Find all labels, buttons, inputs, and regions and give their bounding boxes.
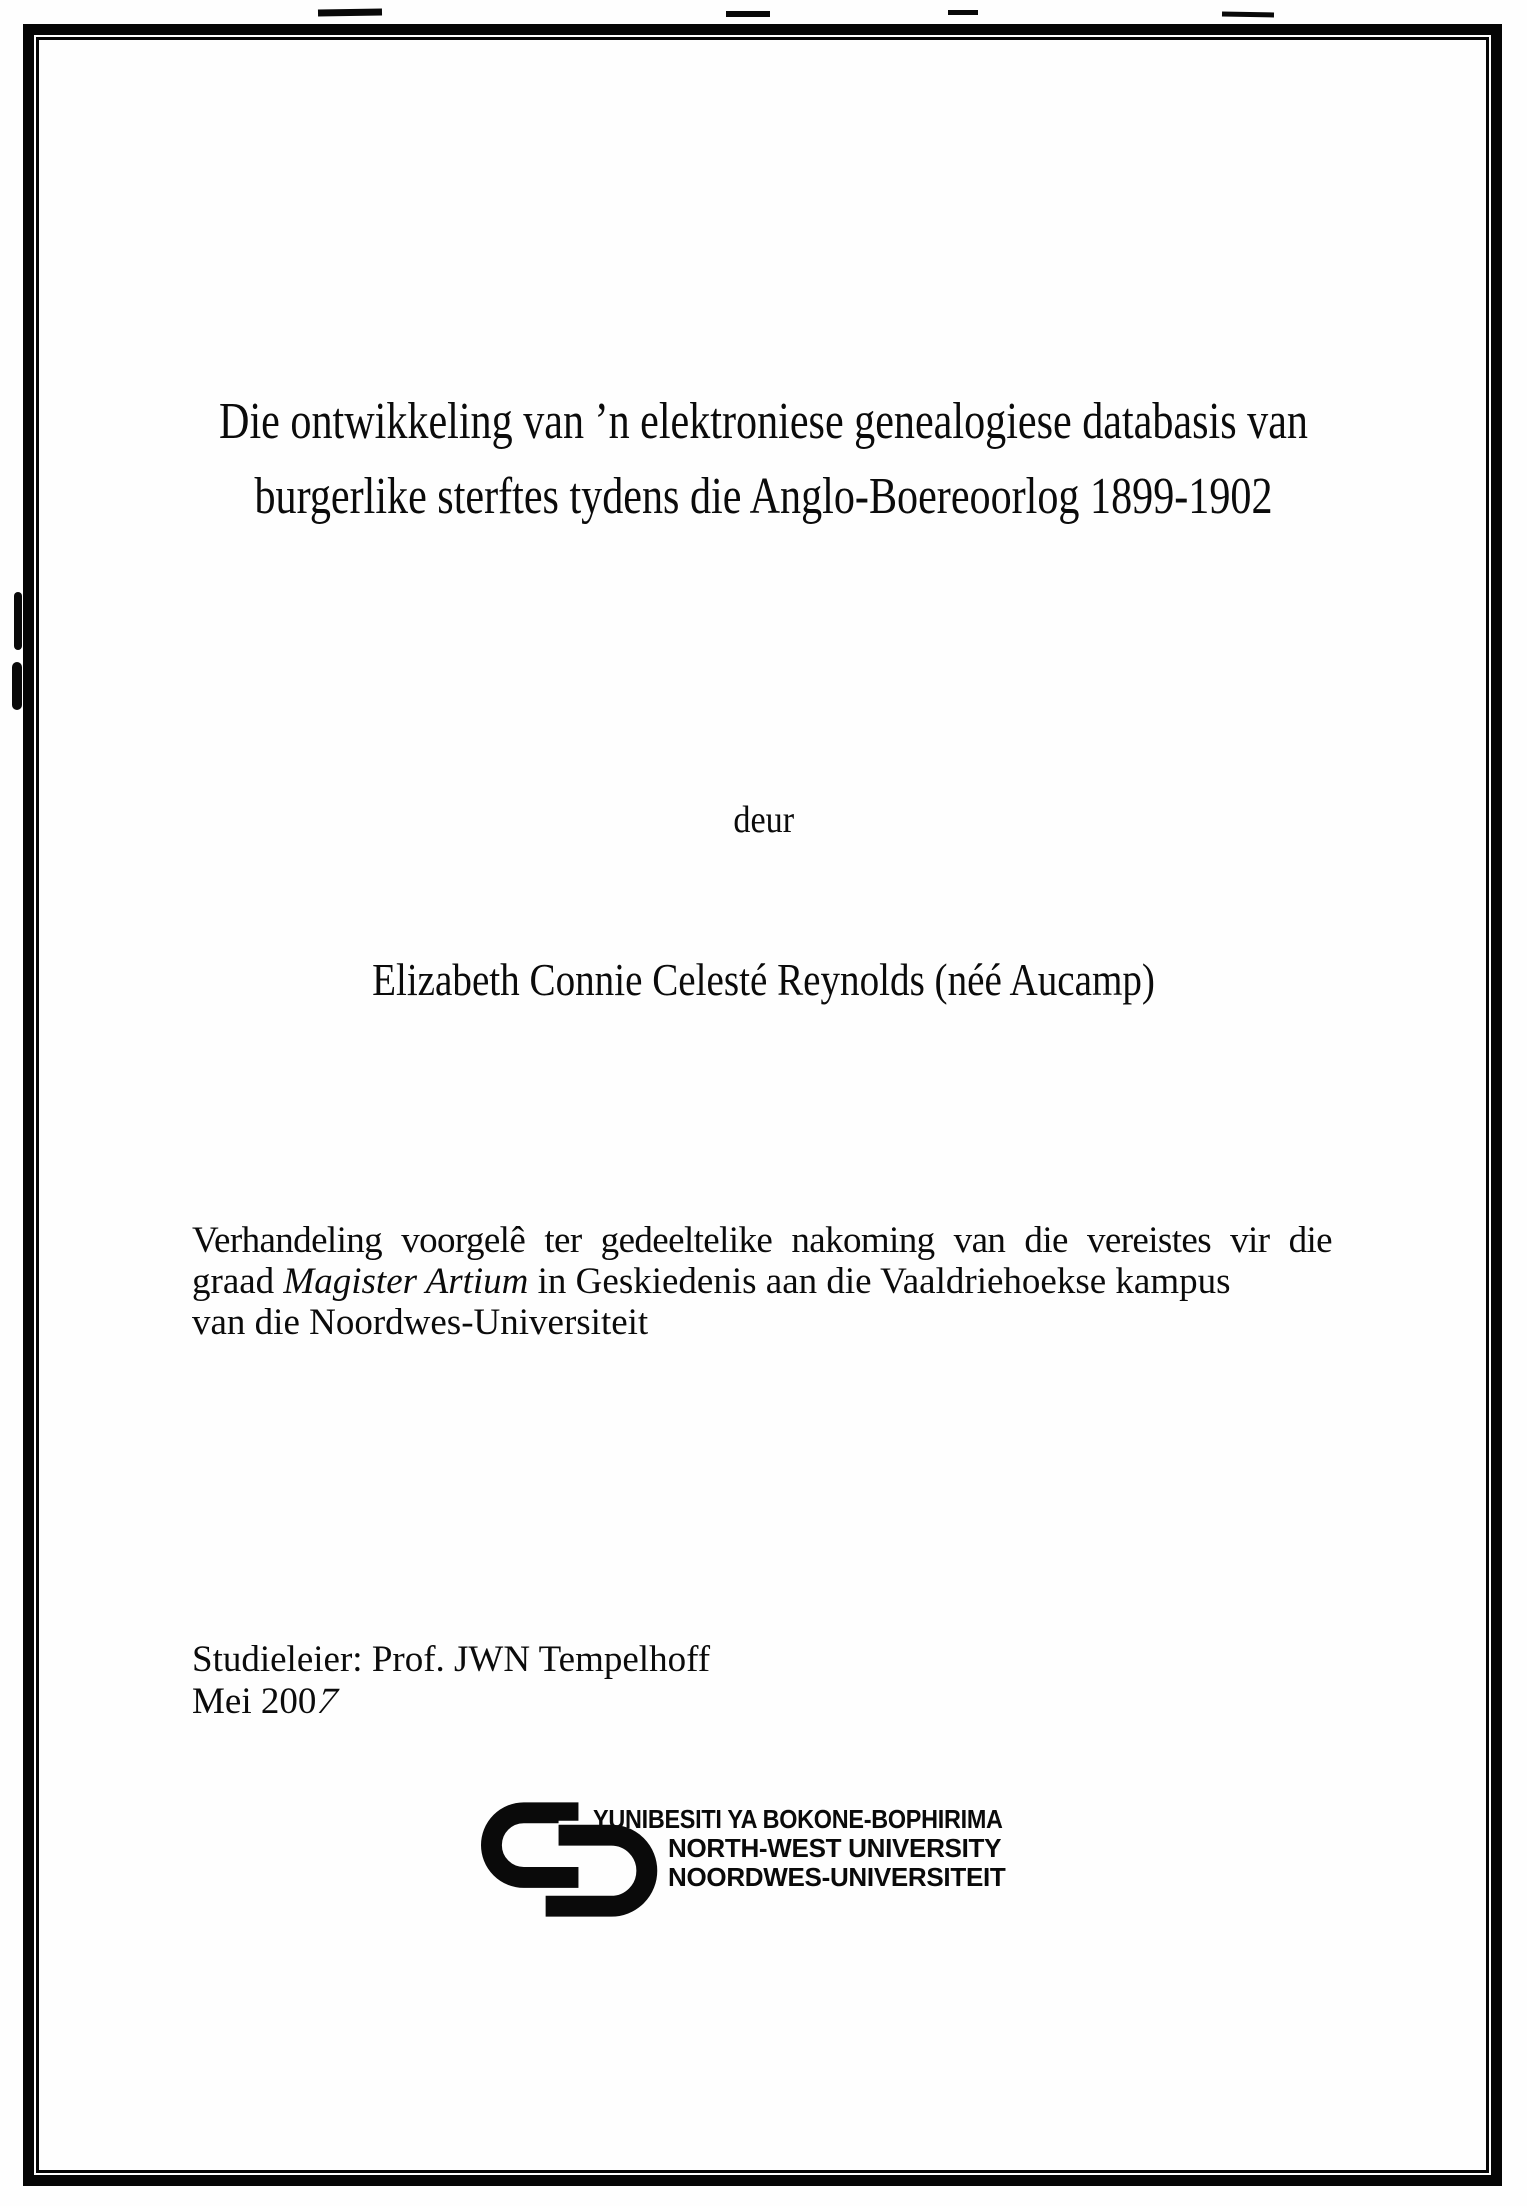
byline-preposition — [0, 800, 1527, 840]
degree-statement-line-2-start: graad — [192, 1261, 284, 1302]
supervisor-line: Studieleier: Prof. JWN Tempelhoff — [192, 1639, 711, 1680]
university-name-afrikaans: NOORDWES-UNIVERSITEIT — [668, 1862, 1006, 1892]
date-line — [192, 1681, 710, 1723]
supervisor-block — [192, 1639, 710, 1723]
thesis-title — [0, 384, 1527, 534]
university-name-english: NORTH-WEST UNIVERSITY — [668, 1833, 1002, 1863]
thesis-title-line-2: burgerlike sterftes tydens die Anglo-Boereoorlog 1899-1902 — [254, 468, 1273, 525]
scan-artifact — [948, 10, 978, 15]
byline-preposition-text: deur — [733, 799, 794, 841]
degree-name-italic: Magister Artium — [283, 1261, 529, 1302]
scan-artifact — [726, 11, 770, 17]
degree-statement-line-3: van die Noordwes-Universiteit — [192, 1302, 649, 1343]
university-name-setswana: YUNIBESITI YA BOKONE-BOPHIRIMA — [593, 1804, 1003, 1834]
date-prefix: Mei 200 — [192, 1681, 317, 1722]
scan-artifact — [318, 8, 382, 16]
scan-artifact — [12, 662, 22, 710]
thesis-title-line-1: Die ontwikkeling van ’n elektroniese genealogiese databasis van — [219, 393, 1308, 450]
degree-statement — [192, 1220, 1332, 1343]
degree-statement-line-2-end: in Geskiedenis aan die Vaaldriehoekse kampus — [528, 1261, 1231, 1302]
scan-artifact — [1222, 12, 1274, 18]
scan-artifact — [14, 592, 22, 650]
degree-statement-line-1: Verhandeling voorgelê ter gedeeltelike nakoming van die vereistes vir die — [192, 1220, 1332, 1261]
degree-statement-line-2 — [192, 1261, 1332, 1302]
author-name — [0, 955, 1527, 1005]
university-name-block — [593, 1805, 1048, 1892]
author-name-text: Elizabeth Connie Celesté Reynolds (néé Aucamp) — [372, 954, 1155, 1005]
date-last-digit: 7 — [311, 1681, 344, 1722]
